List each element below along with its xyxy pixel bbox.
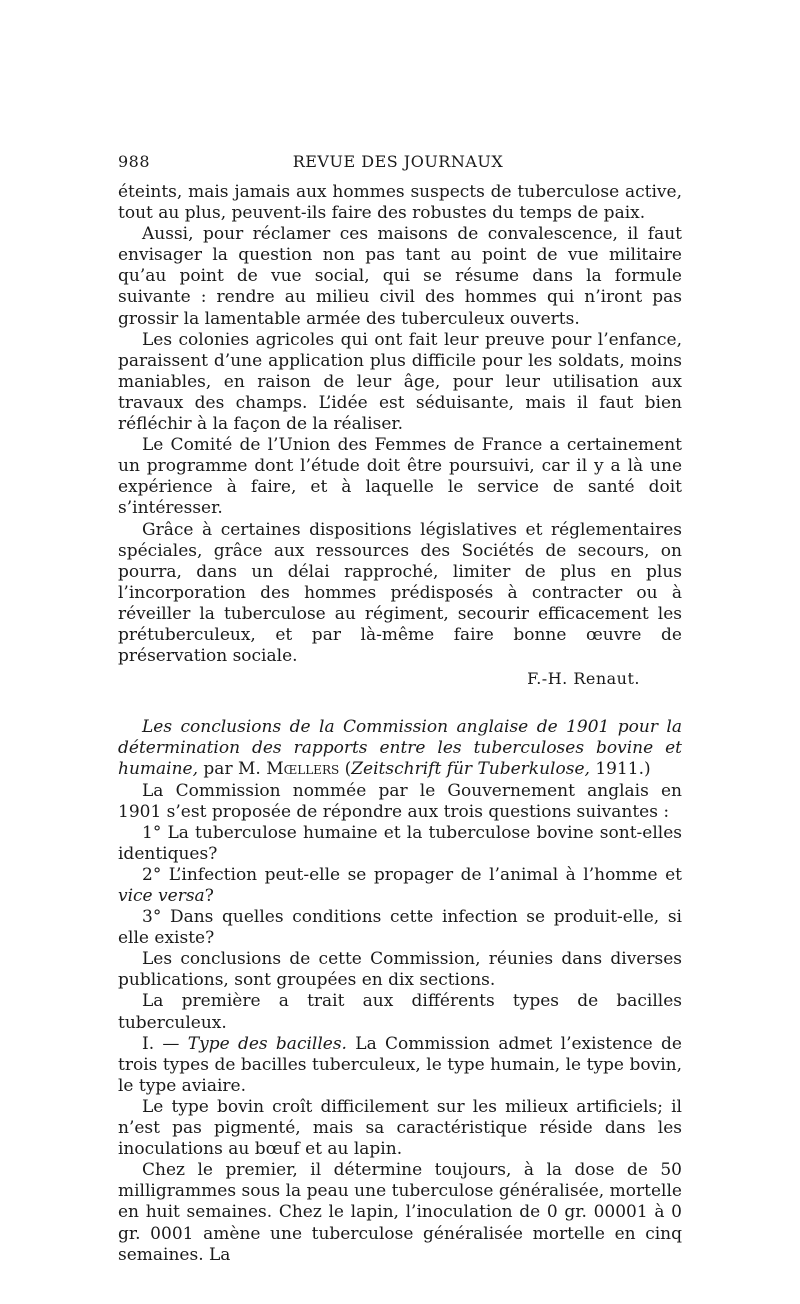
paragraph: La Commission nommée par le Gouvernement anglais en 1901 s’est proposée de répondre aux trois questions suivantes : [118, 780, 682, 822]
article-title-by: par M. [203, 759, 261, 780]
article-author: Mœllers [266, 759, 340, 780]
question-2-italic: vice versa [118, 886, 205, 906]
section-1-number: I. — [142, 1033, 180, 1054]
paragraph: La première a trait aux différents types de bacilles tuberculeux. [118, 991, 682, 1033]
paragraph: Le type bovin croît difficilement sur les milieux artificiels; il n’est pas pigmenté, mais sa caractéristique réside dans les inoculations au bœuf et au lapin. [118, 1096, 682, 1160]
running-title: REVUE DES JOURNAUX [292, 152, 504, 171]
question-2-end: ? [204, 886, 214, 906]
paragraph: Chez le premier, il détermine toujours, à la dose de 50 milligrammes sous la peau une tuberculose généralisée, mortelle en huit semaines. Chez le lapin, l’inoculation de 0 gr. 00001 à 0 gr. 0001 amène une tuberculose généralisée mortelle en cinq semaines. La [118, 1160, 682, 1265]
question-1: 1° La tuberculose humaine et la tuberculose bovine sont-elles identiques? [118, 822, 682, 864]
body-text [118, 182, 682, 1266]
journal-year: 1911. [595, 759, 644, 780]
question-3: 3° Dans quelles conditions cette infection se produit-elle, si elle existe? [118, 907, 682, 949]
article-title: Les conclusions de la Commission anglaise de 1901 pour la détermination des rapports entre les tuberculoses bovine et humaine, par M. Mœllers (Zeitschrift für Tuberkulose, 1911.) [118, 717, 682, 780]
paragraph: éteints, mais jamais aux hommes suspects de tuberculose active, tout au plus, peuvent-ils faire des robustes du temps de paix. [118, 182, 682, 224]
paragraph: Le Comité de l’Union des Femmes de France a certainement un programme dont l’étude doit être poursuivi, car il y a là une expérience à faire, et à laquelle le service de santé doit s’intéresser. [118, 435, 682, 519]
question-2 [118, 865, 682, 907]
paragraph: Les colonies agricoles qui ont fait leur preuve pour l’enfance, paraissent d’une application plus difficile pour les soldats, moins maniables, en raison de leur âge, pour leur utilisation aux travaux des champs. L’idée est séduisante, mais il faut bien réfléchir à la façon de la réaliser. [118, 329, 682, 435]
section-spacer [118, 689, 682, 717]
section-1-text: La Commission admet l’existence de trois types de bacilles tuberculeux, le type humain, le type bovin, le type aviaire. [118, 1033, 682, 1096]
article-title-italic: Les conclusions de la Commission anglaise de 1901 pour la détermination des rapports entre les tuberculoses bovine et humaine, [118, 717, 682, 780]
signature: F.-H. Renaut. [527, 669, 640, 689]
page-number: 988 [118, 152, 151, 171]
question-2-text: 2° L’infection peut-elle se propager de l’animal à l’homme et [142, 864, 682, 885]
page-header [118, 152, 678, 176]
section-1-title: Type des bacilles. [187, 1033, 347, 1054]
section-1 [118, 1034, 682, 1097]
journal-name: Zeitschrift für Tuberkulose, [351, 759, 590, 780]
paragraph: Aussi, pour réclamer ces maisons de convalescence, il faut envisager la question non pas tant au point de vue militaire qu’au point de vue social, qui se résume dans la formule suivante : rendre au milieu civil des hommes qui n’iront pas grossir la lamentable armée des tuberculeux ouverts. [118, 224, 682, 329]
paragraph: Grâce à certaines dispositions législatives et réglementaires spéciales, grâce aux ressources des Sociétés de secours, on pourra, dans un délai rapproché, limiter de plus en plus l’incorporation des hommes prédisposés à contracter ou à réveiller la tuberculose au régiment, secourir efficacement les prétuberculeux, et par là-même faire bonne œuvre de préservation sociale. [118, 519, 682, 667]
paragraph: Les conclusions de cette Commission, réunies dans diverses publications, sont groupées en dix sections. [118, 949, 682, 991]
